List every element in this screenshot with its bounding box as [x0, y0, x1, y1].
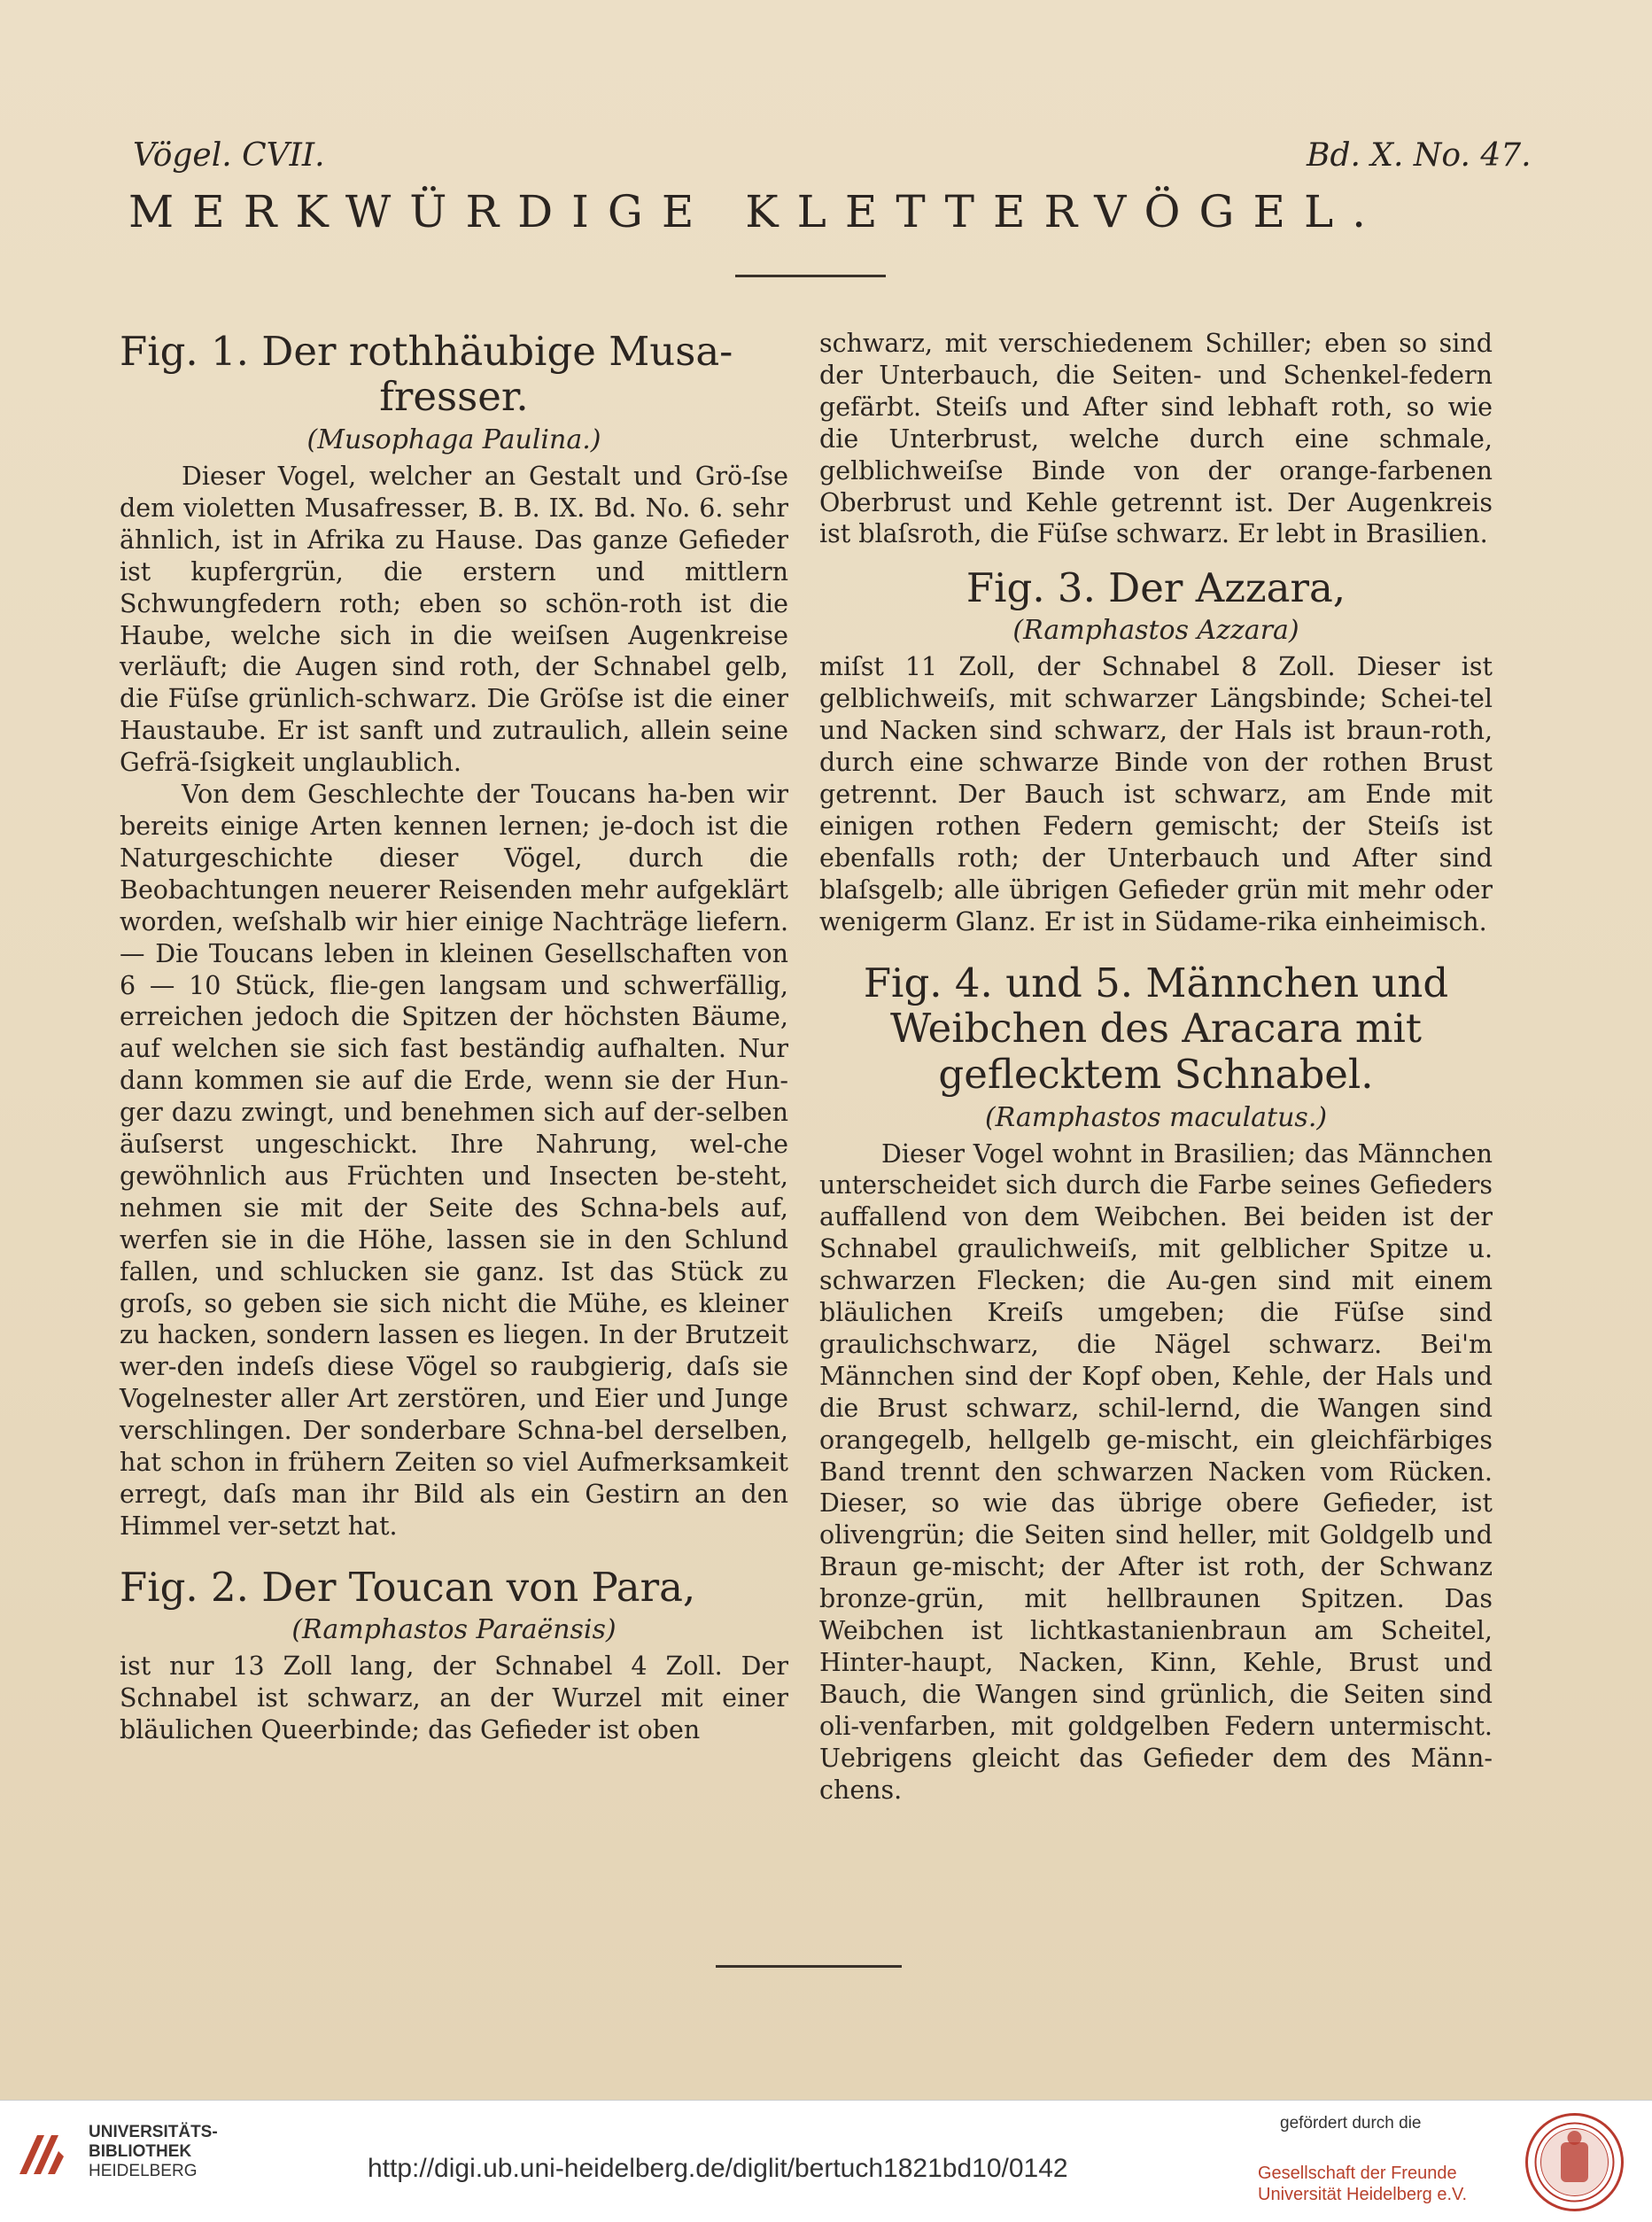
- sponsor-label: gefördert durch die: [1280, 2114, 1422, 2133]
- sponsor-name-line-1: Gesellschaft der Freunde: [1258, 2164, 1457, 2183]
- page-title: MERKWÜRDIGE KLETTERVÖGEL.: [128, 186, 1385, 237]
- header-volume-number: Bd. X. No. 47.: [1307, 137, 1532, 174]
- sponsor-name-line-2: Universität Heidelberg e.V.: [1258, 2185, 1468, 2204]
- fig1-paragraph-2: Von dem Geschlechte der Toucans ha-ben wir bereits einige Arten kennen lernen; je-doch ist die Naturgeschichte dieser Vögel, durch die Beobachtungen neuerer Reisenden mehr aufgeklärt worden, weſshalb wir hier einige Nachträge liefern. — Die Toucans leben in kleinen Gesellschaften von 6 — 10 Stück, flie-gen langsam und schwerfällig, erreichen jedoch die Spitzen der höchsten Bäume, auf welchen sie sich fast beständig aufhalten. Nur dann kommen sie auf die Erde, wenn sie der Hun-ger dazu zwingt, und benehmen sich auf der-selben äuſserst ungeschickt. Ihre Nahrung, wel-che gewöhnlich aus Früchten und Insecten be-steht, nehmen sie mit der Seite des Schna-bels auf, werfen sie in die Höhe, lassen sie in den Schlund fallen, und schlucken sie ganz. Ist das Stück zu groſs, so geben sie sich nicht die Mühe, es kleiner zu hacken, sondern lassen es liegen. In der Brutzeit wer-den indeſs diese Vögel so raubgierig, daſs sie Vogelnester aller Art zerstören, und Eier und Junge verschlingen. Der sonderbare Schna-bel derselben, hat schon in frühern Zeiten so viel Aufmerksamkeit erregt, daſs man ihr Bild als ein Gestirn an den Himmel ver-setzt hat.: [120, 780, 788, 1541]
- left-column: [120, 328, 788, 1746]
- fig2-paragraph-1: ist nur 13 Zoll lang, der Schnabel 4 Zoll. Der Schnabel ist schwarz, an der Wurzel mit einer bläulichen Queerbinde; das Gefieder ist oben: [120, 1651, 788, 1744]
- fig45-heading: Fig. 4. und 5. Männchen und: [863, 959, 1449, 1006]
- fig3-heading: Fig. 3. Der Azzara,: [966, 564, 1346, 612]
- fig45-latin-name: (Ramphastos maculatus.): [984, 1101, 1328, 1133]
- fig45-heading-line2: Weibchen des Aracara mit: [889, 1004, 1422, 1052]
- university-library-logo-icon[interactable]: [12, 2123, 74, 2185]
- sponsor-society-link[interactable]: [1258, 2163, 1467, 2205]
- fig1-latin-name: (Musophaga Paulina.): [306, 424, 601, 455]
- fig1-paragraph-1: Dieser Vogel, welcher an Gestalt und Grö-ſse dem violetten Musafresser, B. B. IX. Bd. No. 6. sehr ähnlich, ist in Afrika zu Hause. Das ganze Gefieder ist kupfergrün, die erstern und mittlern Schwungfedern roth; eben so schön-roth ist die Haube, welche sich in die weiſsen Augenkreise verläuft; die Augen sind roth, der Schnabel gelb, die Füſse grünlich-schwarz. Die Gröſse ist die einer Haustaube. Er ist sanft und zutraulich, allein seine Gefrä-ſsigkeit unglaublich.: [120, 462, 788, 778]
- fig2-heading: Fig. 2. Der Toucan von Para,: [120, 1563, 696, 1611]
- fig2-latin-name: (Ramphastos Paraënsis): [291, 1613, 617, 1645]
- header-section-label: Vögel. CVII.: [133, 137, 325, 174]
- fig3-paragraph: miſst 11 Zoll, der Schnabel 8 Zoll. Dieser ist gelblichweiſs, mit schwarzer Längsbinde; Schei-tel und Nacken sind schwarz, der Hals ist braun-roth, durch eine schwarze Binde von der rothen Brust getrennt. Der Bauch ist schwarz, am Ende mit einigen rothen Federn gemischt; der Steiſs ist ebenfalls roth; der Unterbauch und After sind blaſsgelb; alle übrigen Gefieder grün mit mehr oder wenigerm Glanz. Er ist in Südame-rika einheimisch.: [819, 652, 1493, 936]
- right-column: [819, 328, 1493, 1806]
- title-divider: [735, 275, 886, 277]
- fig3-latin-name: (Ramphastos Azzara): [1012, 615, 1299, 647]
- library-name-line-3: HEIDELBERG: [89, 2162, 198, 2180]
- fig1-heading-cont: fresser.: [379, 373, 529, 420]
- library-name-line-1: UNIVERSITÄTS-: [89, 2123, 218, 2141]
- fig1-heading: Fig. 1. Der rothhäubige Musa-: [120, 328, 733, 375]
- fig45-paragraph: Dieser Vogel wohnt in Brasilien; das Männchen unterscheidet sich durch die Farbe seines Gefieders auffallend von dem Weibchen. Bei beiden ist der Schnabel graulichweiſs, mit gelblicher Spitze u. schwarzen Flecken; die Au-gen sind mit einem bläulichen Kreiſs umgeben; die Füſse sind graulichschwarz, die Nägel schwarz. Bei'm Männchen sind der Kopf oben, Kehle, der Hals und die Brust schwarz, schil-lernd, die Wangen sind orangegelb, hellgelb ge-mischt, ein gleichfärbiges Band trennt den schwarzen Nacken vom Rücken. Dieser, so wie das übrige obere Gefieder, ist olivengrün; die Seiten sind heller, mit Goldgelb und Braun ge-mischt; der After ist roth, der Schwanz bronze-grün, mit hellbraunen Spitzen. Das Weibchen ist lichtkastanienbraun am Scheitel, Hinter-haupt, Nacken, Kinn, Kehle, Brust und Bauch, die Wangen sind grünlich, die Seiten sind oli-venfarben, mit goldgelben Federn untermischt. Uebrigens gleicht das Gefieder dem des Männ-chens.: [819, 1138, 1493, 1805]
- university-seal-icon[interactable]: [1524, 2111, 1625, 2213]
- permalink-url[interactable]: http://digi.ub.uni-heidelberg.de/diglit/bertuch1821bd10/0142: [368, 2154, 1068, 2183]
- digitization-footer: [0, 2100, 1652, 2222]
- end-divider: [716, 1965, 902, 1968]
- library-name-line-2: BIBLIOTHEK: [89, 2142, 192, 2161]
- fig45-heading-line3: geflecktem Schnabel.: [938, 1050, 1374, 1098]
- fig2-paragraph-2: schwarz, mit verschiedenem Schiller; eben so sind der Unterbauch, die Seiten- und Schenkel-federn gefärbt. Steiſs und After sind lebhaft roth, so wie die Unterbrust, welche durch eine schmale, gelblichweiſse Binde von der orange-farbenen Oberbrust und Kehle getrennt ist. Der Augenkreis ist blaſsroth, die Füſse schwarz. Er lebt in Brasilien.: [819, 329, 1493, 549]
- university-library-name[interactable]: [89, 2123, 218, 2181]
